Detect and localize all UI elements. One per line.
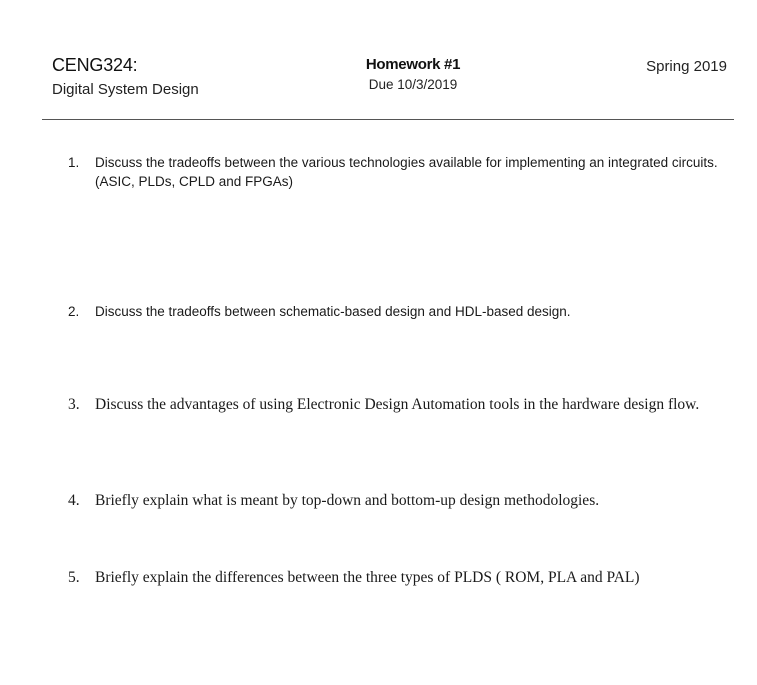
homework-title: Homework #1 (365, 56, 461, 73)
question-text: Discuss the advantages of using Electronic Design Automation tools in the hardware design flow. (95, 396, 700, 413)
question-item (68, 491, 718, 510)
course-code: CENG324: (52, 55, 138, 75)
question-number: 3. (68, 396, 80, 413)
question-number: 2. (68, 304, 80, 319)
question-item (68, 395, 718, 414)
due-date: Due 10/3/2019 (368, 77, 458, 92)
question-item (68, 568, 718, 587)
semester: Spring 2019 (646, 58, 727, 75)
question-item (68, 302, 718, 321)
question-text: Briefly explain the differences between the three types of PLDS ( ROM, PLA and PAL) (95, 569, 640, 586)
question-text: Discuss the tradeoffs between the various technologies available for implementing an integrated circuits. (ASIC, PLDs, CPLD and FPGAs) (95, 155, 718, 189)
course-name: Digital System Design (52, 81, 199, 98)
question-item (68, 153, 718, 191)
question-number: 5. (68, 569, 80, 586)
question-number: 1. (68, 155, 80, 170)
question-number: 4. (68, 492, 80, 509)
header-divider (42, 119, 734, 120)
question-text: Discuss the tradeoffs between schematic-based design and HDL-based design. (95, 304, 571, 319)
question-text: Briefly explain what is meant by top-down and bottom-up design methodologies. (95, 492, 600, 509)
